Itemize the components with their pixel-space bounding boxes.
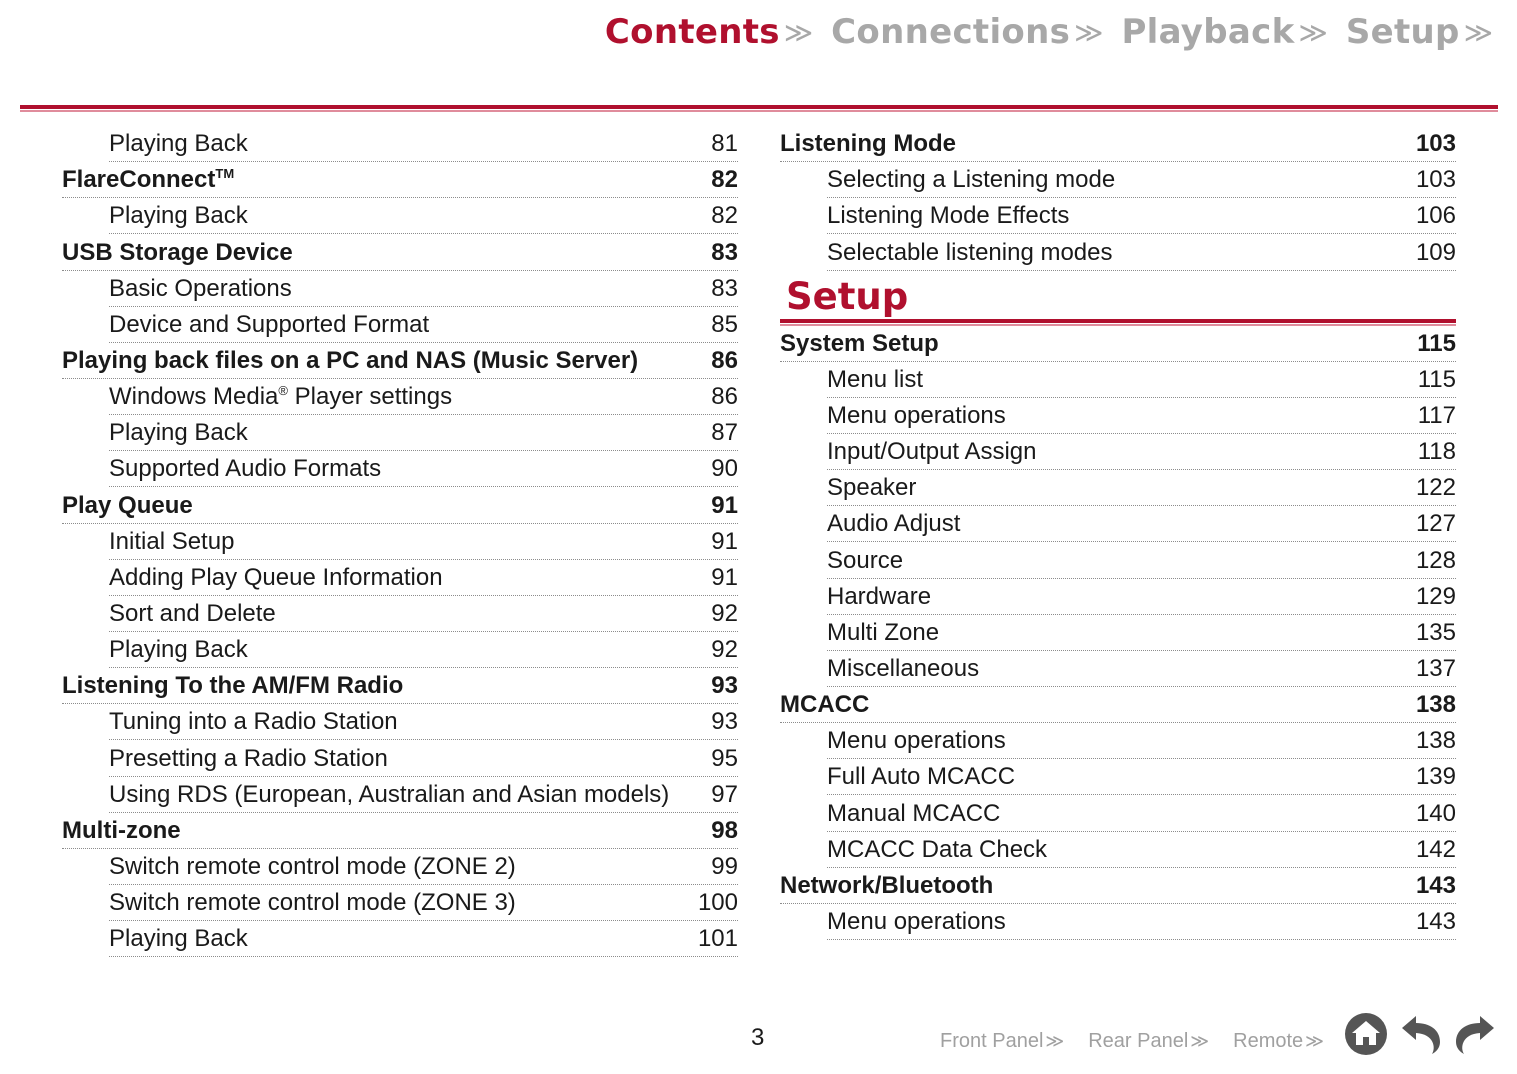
toc-entry-label — [109, 600, 276, 631]
nav-playback[interactable] — [1121, 12, 1327, 52]
header-divider-light — [20, 110, 1498, 112]
back-icon[interactable] — [1398, 1012, 1444, 1061]
toc-entry-text: Multi-zone — [62, 816, 181, 844]
toc-entry-text: Input/Output Assign — [827, 438, 1037, 466]
toc-entry-label — [827, 727, 1006, 758]
toc-page-number: 90 — [711, 455, 738, 483]
toc-page-number: 138 — [1415, 727, 1456, 755]
toc-entry[interactable] — [827, 506, 1456, 542]
toc-right-column — [780, 126, 1456, 940]
toc-entry[interactable] — [109, 415, 738, 451]
toc-entry[interactable] — [827, 162, 1456, 198]
toc-entry-label — [109, 889, 516, 920]
toc-entry[interactable] — [109, 740, 738, 776]
toc-entry-text: Selecting a Listening mode — [827, 166, 1116, 194]
section-heading — [780, 271, 1456, 319]
toc-page-number: 92 — [711, 636, 738, 664]
toc-entry-text: Basic Operations — [109, 274, 292, 302]
toc-entry-text: Playing Back — [109, 202, 248, 230]
toc-entry[interactable] — [827, 723, 1456, 759]
link-remote-label: Remote — [1233, 1030, 1304, 1052]
toc-entry-text: Sort and Delete — [109, 599, 276, 627]
nav-contents-label: Contents — [604, 12, 780, 52]
toc-entry[interactable] — [827, 434, 1456, 470]
toc-page-number: 140 — [1415, 799, 1456, 827]
toc-entry[interactable] — [109, 524, 738, 560]
toc-page-number: 129 — [1415, 582, 1456, 610]
toc-entry-label — [109, 636, 248, 667]
toc-entry-label — [827, 763, 1015, 794]
section-divider — [780, 319, 1456, 323]
link-rear-panel-label: Rear Panel — [1088, 1030, 1189, 1052]
toc-entry-text: Selectable listening modes — [827, 238, 1113, 266]
toc-entry-text: MCACC — [780, 691, 870, 719]
toc-page-number: 81 — [711, 130, 738, 158]
toc-entry-label — [827, 474, 916, 505]
toc-entry-label — [109, 745, 388, 776]
toc-entry-text: Tuning into a Radio Station — [109, 708, 398, 736]
toc-page-number: 93 — [711, 708, 738, 736]
link-rear-panel[interactable] — [1088, 1030, 1209, 1053]
toc-entry-label — [109, 708, 398, 739]
toc-entry-text: Network/Bluetooth — [780, 871, 994, 899]
toc-entry-text-after: Player settings — [288, 383, 453, 411]
toc-section-entry[interactable] — [780, 126, 1456, 162]
toc-entry[interactable] — [109, 632, 738, 668]
nav-playback-label: Playback — [1121, 12, 1295, 52]
toc-entry-label — [62, 239, 293, 270]
toc-entry[interactable] — [109, 198, 738, 234]
toc-entry[interactable] — [827, 542, 1456, 578]
toc-entry[interactable] — [827, 470, 1456, 506]
toc-entry-text: Using RDS (European, Australian and Asian models) — [109, 780, 670, 808]
toc-entry-text: Menu operations — [827, 401, 1006, 429]
toc-entry-label — [780, 130, 956, 161]
toc-entry[interactable] — [109, 271, 738, 307]
toc-entry-text: Device and Supported Format — [109, 310, 430, 338]
toc-section-entry[interactable] — [62, 343, 738, 379]
toc-entry-label — [109, 528, 234, 559]
toc-page-number: 118 — [1417, 438, 1456, 466]
toc-entry-label — [109, 564, 443, 595]
toc-entry[interactable] — [827, 904, 1456, 940]
toc-page-number: 137 — [1415, 654, 1456, 682]
chevron-right-icon: ≫ — [783, 15, 814, 49]
header-divider — [20, 105, 1498, 109]
toc-entry-label — [109, 275, 292, 306]
toc-page-number: 117 — [1417, 401, 1456, 429]
toc-page-number: 87 — [711, 419, 738, 447]
toc-entry[interactable] — [109, 849, 738, 885]
toc-entry-label — [109, 455, 381, 486]
toc-entry-text: Full Auto MCACC — [827, 763, 1016, 791]
toc-page-number: 100 — [697, 889, 738, 917]
toc-page-number: 103 — [1415, 166, 1456, 194]
toc-entry-label — [109, 130, 248, 161]
toc-entry-text: Initial Setup — [109, 527, 235, 555]
toc-entry-label — [827, 547, 903, 578]
toc-entry-text: Menu operations — [827, 907, 1006, 935]
toc-section-entry[interactable] — [62, 162, 738, 198]
toc-entry-text: Playing back files on a PC and NAS (Music Server) — [62, 346, 639, 374]
toc-entry-text: Playing Back — [109, 130, 248, 158]
link-front-panel[interactable] — [940, 1030, 1064, 1053]
toc-page-number: 142 — [1415, 835, 1456, 863]
chevron-right-icon: ≫ — [1190, 1031, 1210, 1051]
toc-section-entry[interactable] — [780, 687, 1456, 723]
toc-entry-text: MCACC Data Check — [827, 835, 1048, 863]
toc-entry-text: Playing Back — [109, 636, 248, 664]
toc-page-number: 82 — [711, 202, 738, 230]
toc-entry[interactable] — [109, 777, 738, 813]
toc-entry[interactable] — [827, 234, 1456, 270]
toc-entry[interactable] — [827, 362, 1456, 398]
nav-setup[interactable] — [1346, 12, 1493, 52]
toc-page-number: 98 — [711, 816, 738, 844]
toc-entry-text: Menu operations — [827, 727, 1006, 755]
nav-contents[interactable] — [605, 12, 813, 52]
toc-entry[interactable] — [827, 579, 1456, 615]
toc-entry-label — [827, 239, 1113, 270]
toc-entry-text: Presetting a Radio Station — [109, 744, 388, 772]
toc-entry[interactable] — [827, 615, 1456, 651]
forward-icon[interactable] — [1452, 1012, 1498, 1061]
toc-entry[interactable] — [109, 596, 738, 632]
toc-page-number: 97 — [711, 780, 738, 808]
toc-entry[interactable] — [827, 795, 1456, 831]
page-controls — [1342, 1012, 1506, 1061]
link-front-panel-label: Front Panel — [940, 1030, 1044, 1052]
superscript-mark: TM — [215, 166, 235, 182]
link-remote[interactable] — [1233, 1030, 1324, 1053]
toc-entry-label — [780, 691, 869, 722]
toc-page-number: 143 — [1415, 907, 1456, 935]
toc-page-number: 91 — [711, 491, 738, 519]
toc-entry-text: Menu list — [827, 365, 924, 393]
superscript-mark: ® — [278, 383, 288, 399]
toc-page-number: 128 — [1415, 546, 1456, 574]
toc-page-number: 143 — [1415, 871, 1456, 899]
toc-entry-label — [780, 872, 993, 903]
bottom-navigation — [940, 1030, 1348, 1053]
toc-section-entry[interactable] — [62, 234, 738, 270]
toc-entry-text: System Setup — [780, 329, 939, 357]
toc-page-number: 115 — [1417, 365, 1456, 393]
toc-entry[interactable] — [109, 307, 738, 343]
toc-entry[interactable] — [827, 651, 1456, 687]
toc-page-number: 127 — [1415, 510, 1456, 538]
toc-entry-label — [827, 402, 1006, 433]
toc-entry-label — [827, 366, 923, 397]
toc-entry-text: Speaker — [827, 474, 917, 502]
toc-entry-text: Manual MCACC — [827, 799, 1001, 827]
toc-entry-label — [827, 583, 931, 614]
page-number: 3 — [751, 1024, 765, 1051]
toc-entry-text: Playing Back — [109, 419, 248, 447]
toc-entry[interactable] — [827, 759, 1456, 795]
toc-entry-text: FlareConnect — [62, 166, 216, 194]
toc-page-number: 82 — [711, 166, 738, 194]
toc-page-number: 103 — [1415, 130, 1456, 158]
toc-entry-label — [62, 817, 181, 848]
toc-page-number: 99 — [711, 852, 738, 880]
toc-entry[interactable] — [827, 398, 1456, 434]
setup-section-title: Setup — [786, 274, 909, 318]
toc-page-number: 91 — [711, 527, 738, 555]
toc-entry-label — [62, 347, 638, 378]
toc-page-number: 115 — [1417, 329, 1456, 357]
toc-entry-label — [827, 800, 1000, 831]
toc-entry[interactable] — [109, 451, 738, 487]
toc-entry[interactable] — [109, 379, 738, 415]
toc-entry-text: Audio Adjust — [827, 510, 961, 538]
toc-entry-label — [109, 202, 248, 233]
nav-connections-label: Connections — [831, 12, 1071, 52]
toc-section-entry[interactable] — [62, 813, 738, 849]
toc-page-number: 86 — [711, 383, 738, 411]
toc-entry-label — [827, 908, 1006, 939]
toc-page-number: 92 — [711, 599, 738, 627]
toc-entry-label — [109, 781, 669, 812]
toc-page-number: 101 — [697, 925, 738, 953]
toc-entry[interactable] — [109, 126, 738, 162]
toc-entry-text: Switch remote control mode (ZONE 3) — [109, 889, 516, 917]
toc-entry-text: Hardware — [827, 582, 932, 610]
toc-entry-label — [109, 383, 452, 414]
toc-entry[interactable] — [109, 560, 738, 596]
toc-entry-label — [109, 925, 248, 956]
nav-setup-label: Setup — [1345, 12, 1460, 52]
toc-entry-text: Listening Mode — [780, 130, 956, 158]
toc-entry-label — [109, 419, 248, 450]
toc-section-entry[interactable] — [62, 487, 738, 523]
toc-page-number: 122 — [1415, 474, 1456, 502]
toc-page-number: 93 — [711, 672, 738, 700]
toc-entry-text: Miscellaneous — [827, 654, 980, 682]
chevron-right-icon: ≫ — [1305, 1031, 1325, 1051]
toc-entry[interactable] — [827, 198, 1456, 234]
toc-entry-text: USB Storage Device — [62, 238, 293, 266]
toc-entry-text: Playing Back — [109, 925, 248, 953]
home-icon[interactable] — [1342, 1012, 1390, 1061]
nav-connections[interactable] — [831, 12, 1103, 52]
toc-entry-text: Multi Zone — [827, 618, 940, 646]
toc-page-number: 86 — [711, 346, 738, 374]
toc-entry-label — [780, 330, 939, 361]
toc-page-number: 139 — [1415, 763, 1456, 791]
toc-entry-label — [62, 166, 234, 197]
toc-entry-label — [827, 438, 1036, 469]
toc-entry-label — [109, 311, 429, 342]
toc-page-number: 95 — [711, 744, 738, 772]
toc-page-number: 83 — [711, 274, 738, 302]
toc-entry-text: Supported Audio Formats — [109, 455, 382, 483]
toc-entry[interactable] — [109, 885, 738, 921]
toc-entry-label — [827, 836, 1047, 867]
toc-entry-label — [62, 672, 403, 703]
toc-page-number: 106 — [1415, 202, 1456, 230]
toc-page-number: 85 — [711, 310, 738, 338]
toc-entry-text: Adding Play Queue Information — [109, 563, 443, 591]
toc-page-number: 91 — [711, 563, 738, 591]
toc-entry-label — [827, 619, 939, 650]
toc-left-column — [62, 126, 738, 957]
chevron-right-icon: ≫ — [1463, 15, 1493, 49]
toc-entry-label — [827, 655, 979, 686]
toc-entry-label — [827, 202, 1069, 233]
toc-page-number: 138 — [1415, 691, 1456, 719]
toc-page-number: 135 — [1415, 618, 1456, 646]
toc-section-entry[interactable] — [62, 668, 738, 704]
toc-entry[interactable] — [109, 921, 738, 957]
toc-entry-label — [62, 492, 193, 523]
toc-entry-text: Listening Mode Effects — [827, 202, 1070, 230]
toc-entry-text: Switch remote control mode (ZONE 2) — [109, 852, 516, 880]
toc-entry-text: Listening To the AM/FM Radio — [62, 672, 404, 700]
top-navigation — [587, 12, 1493, 52]
toc-entry[interactable] — [109, 704, 738, 740]
toc-section-entry[interactable] — [780, 326, 1456, 362]
toc-entry-text: Play Queue — [62, 491, 193, 519]
toc-section-entry[interactable] — [780, 868, 1456, 904]
toc-entry-label — [109, 853, 516, 884]
toc-entry-text: Windows Media — [109, 383, 279, 411]
toc-entry-text: Source — [827, 546, 904, 574]
toc-page-number: 109 — [1415, 238, 1456, 266]
chevron-right-icon: ≫ — [1045, 1031, 1065, 1051]
chevron-right-icon: ≫ — [1298, 15, 1328, 49]
toc-page-number: 83 — [711, 238, 738, 266]
toc-entry[interactable] — [827, 832, 1456, 868]
chevron-right-icon: ≫ — [1074, 15, 1104, 49]
toc-entry-label — [827, 166, 1115, 197]
toc-entry-label — [827, 510, 960, 541]
